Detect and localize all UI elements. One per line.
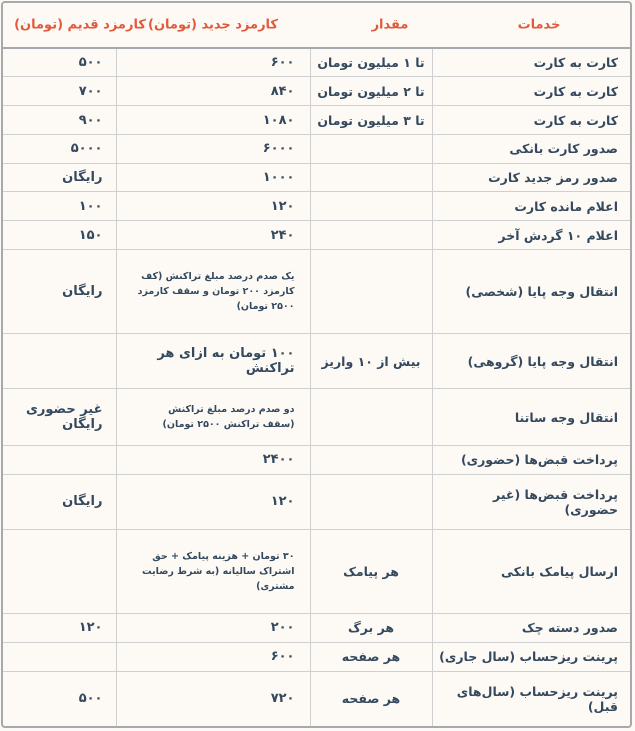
- old-fee-cell: ۵۰۰: [1, 49, 116, 77]
- new-fee-cell: ۷۲۰: [116, 671, 310, 726]
- table-row: [1, 77, 630, 106]
- new-fee-cell: ۳۰ تومان + هزینه پیامک + حق اشتراک سالیانه (به شرط رضایت مشتری): [116, 530, 310, 614]
- new-fee-cell: ۱۲۰: [116, 192, 310, 221]
- new-fee-cell: ۸۴۰: [116, 77, 310, 106]
- old-fee-cell: رایگان: [1, 249, 116, 333]
- table-row: [1, 389, 630, 445]
- table-row: [1, 49, 630, 77]
- table-row: [1, 134, 630, 163]
- service-cell: پرینت ریزحساب (سال جاری): [432, 642, 630, 671]
- new-fee-cell: ۶۰۰۰: [116, 134, 310, 163]
- amount-cell: [310, 221, 432, 250]
- service-cell: کارت به کارت: [432, 49, 630, 77]
- service-cell: پرداخت قبض‌ها (حضوری): [432, 445, 630, 474]
- new-fee-cell: ۱۰۰ تومان به ازای هر تراکنش: [116, 333, 310, 389]
- old-fee-cell: غیر حضوری رایگان: [1, 389, 116, 445]
- amount-cell: [310, 134, 432, 163]
- table-row: [1, 192, 630, 221]
- amount-cell: هر صفحه: [310, 642, 432, 671]
- new-fee-cell: ۱۰۸۰: [116, 106, 310, 135]
- old-fee-cell: [1, 445, 116, 474]
- new-fee-cell: دو صدم درصد مبلغ تراکنش (سقف تراکنش ۲۵۰۰ تومان): [116, 389, 310, 445]
- header-amount: مقدار: [371, 17, 409, 33]
- amount-cell: بیش از ۱۰ واریز: [310, 333, 432, 389]
- amount-cell: [310, 192, 432, 221]
- amount-cell: [310, 389, 432, 445]
- new-fee-cell: ۱۲۰: [116, 474, 310, 530]
- header-services: خدمات: [517, 17, 561, 33]
- old-fee-cell: ۵۰۰۰: [1, 134, 116, 163]
- old-fee-cell: ۱۰۰: [1, 192, 116, 221]
- old-fee-cell: [1, 333, 116, 389]
- header-old-fee: کارمزد قدیم (تومان): [14, 17, 146, 33]
- service-cell: صدور کارت بانکی: [432, 134, 630, 163]
- new-fee-cell: ۶۰۰: [116, 642, 310, 671]
- amount-cell: [310, 474, 432, 530]
- new-fee-cell: ۲۴۰: [116, 221, 310, 250]
- table-row: [1, 249, 630, 333]
- old-fee-cell: رایگان: [1, 474, 116, 530]
- table-row: [1, 530, 630, 614]
- amount-cell: [310, 163, 432, 192]
- fees-table: [1, 1, 632, 728]
- table-row: [1, 642, 630, 671]
- old-fee-cell: ۹۰۰: [1, 106, 116, 135]
- table-row: [1, 221, 630, 250]
- table-row: [1, 333, 630, 389]
- table-row: [1, 445, 630, 474]
- amount-cell: تا ۲ میلیون تومان: [310, 77, 432, 106]
- service-cell: کارت به کارت: [432, 77, 630, 106]
- old-fee-cell: ۱۲۰: [1, 614, 116, 643]
- new-fee-cell: ۶۰۰: [116, 49, 310, 77]
- new-fee-cell: ۲۴۰۰: [116, 445, 310, 474]
- amount-cell: هر پیامک: [310, 530, 432, 614]
- service-cell: صدور رمز جدید کارت: [432, 163, 630, 192]
- amount-cell: [310, 445, 432, 474]
- service-cell: اعلام مانده کارت: [432, 192, 630, 221]
- old-fee-cell: رایگان: [1, 163, 116, 192]
- new-fee-cell: ۱۰۰۰: [116, 163, 310, 192]
- service-cell: کارت به کارت: [432, 106, 630, 135]
- old-fee-cell: ۷۰۰: [1, 77, 116, 106]
- table-row: [1, 163, 630, 192]
- service-cell: صدور دسته چک: [432, 614, 630, 643]
- amount-cell: تا ۳ میلیون تومان: [310, 106, 432, 135]
- table-header-row: [3, 3, 630, 49]
- service-cell: اعلام ۱۰ گردش آخر: [432, 221, 630, 250]
- header-new-fee: کارمزد جدید (تومان): [148, 17, 278, 33]
- service-cell: انتقال وجه ساتنا: [432, 389, 630, 445]
- table-row: [1, 614, 630, 643]
- old-fee-cell: [1, 530, 116, 614]
- fees-table-body: [1, 49, 630, 726]
- amount-cell: [310, 249, 432, 333]
- amount-cell: هر برگ: [310, 614, 432, 643]
- amount-cell: هر صفحه: [310, 671, 432, 726]
- service-cell: انتقال وجه پایا (گروهی): [432, 333, 630, 389]
- service-cell: پرینت ریزحساب (سال‌های قبل): [432, 671, 630, 726]
- service-cell: انتقال وجه پایا (شخصی): [432, 249, 630, 333]
- old-fee-cell: ۱۵۰: [1, 221, 116, 250]
- old-fee-cell: ۵۰۰: [1, 671, 116, 726]
- table-row: [1, 474, 630, 530]
- new-fee-cell: یک صدم درصد مبلغ تراکنش (کف کارمزد ۲۰۰ تومان و سقف کارمزد ۲۵۰۰ تومان): [116, 249, 310, 333]
- service-cell: ارسال پیامک بانکی: [432, 530, 630, 614]
- amount-cell: تا ۱ میلیون تومان: [310, 49, 432, 77]
- table-row: [1, 106, 630, 135]
- new-fee-cell: ۲۰۰: [116, 614, 310, 643]
- service-cell: پرداخت قبض‌ها (غیر حضوری): [432, 474, 630, 530]
- old-fee-cell: [1, 642, 116, 671]
- table-row: [1, 671, 630, 726]
